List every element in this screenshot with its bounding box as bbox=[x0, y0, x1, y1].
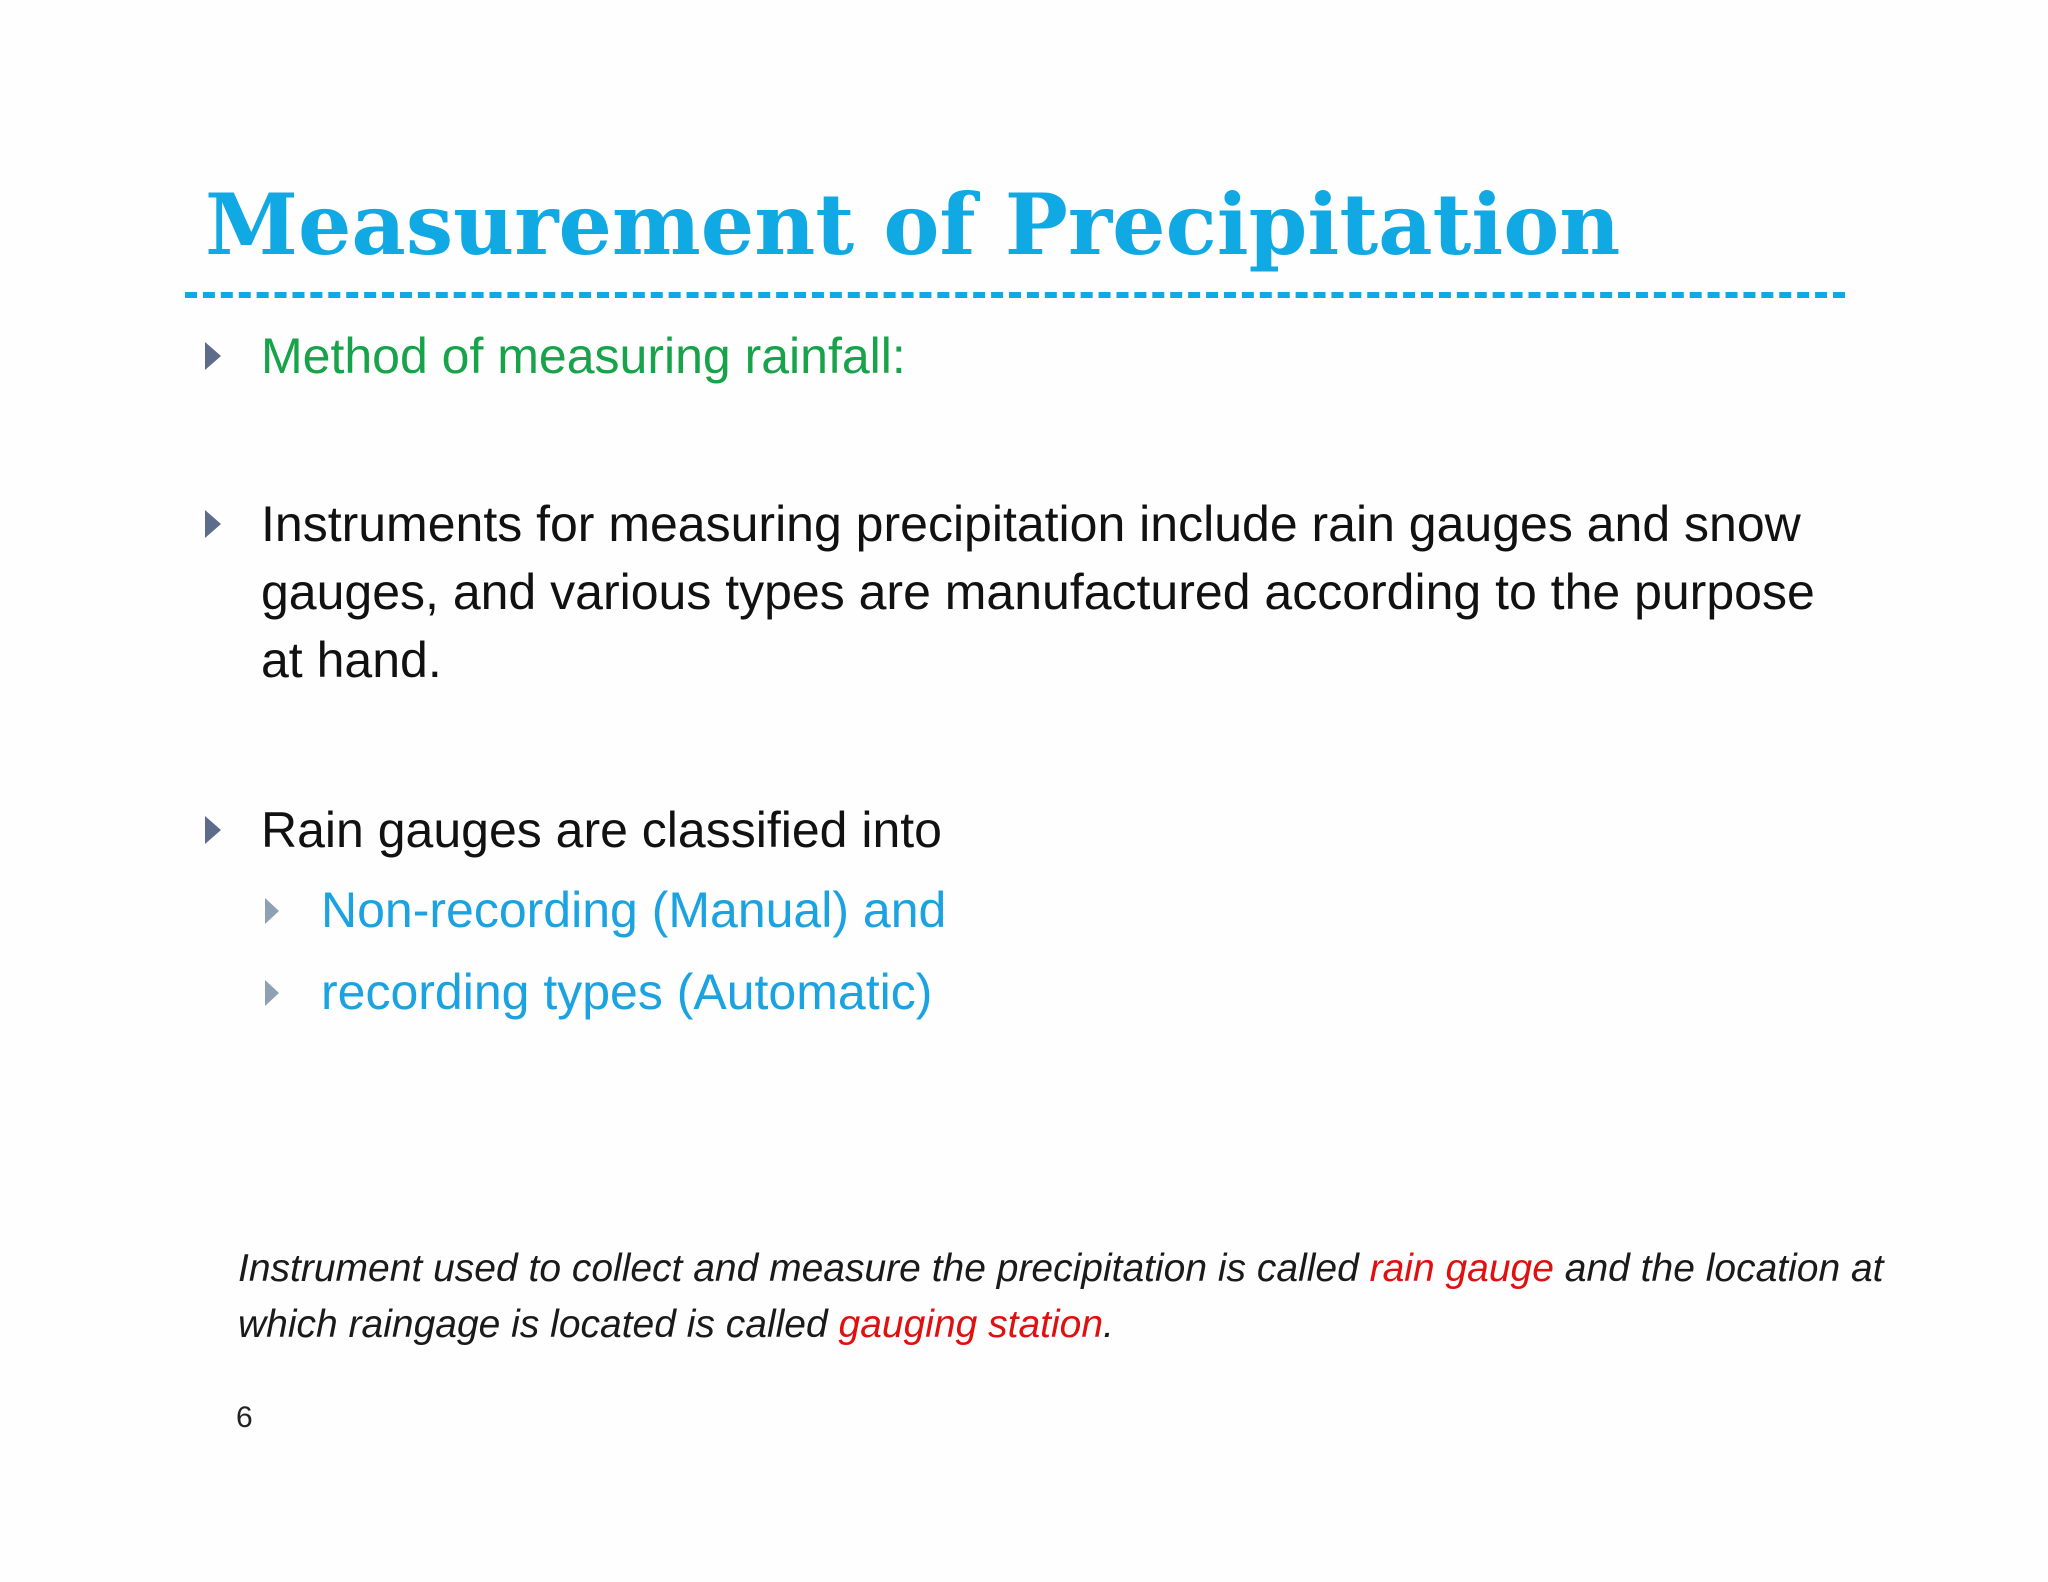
highlight-gauging-station: gauging station bbox=[838, 1303, 1104, 1346]
title-divider bbox=[185, 292, 1845, 298]
bullet-text: Rain gauges are classified into bbox=[261, 802, 942, 858]
note-text: . bbox=[1103, 1303, 1114, 1346]
bullet-item-instruments bbox=[205, 490, 1845, 694]
definition-note bbox=[238, 1241, 1918, 1353]
sub-bullet-arrow-icon bbox=[265, 898, 279, 924]
bullet-arrow-icon bbox=[205, 816, 221, 844]
page-number: 6 bbox=[236, 1401, 253, 1434]
bullet-text: Method of measuring rainfall: bbox=[261, 328, 906, 384]
bullet-text: Instruments for measuring precipitation include rain gauges and snow gauges, and various types are manufactured according to the purpose at hand. bbox=[261, 496, 1815, 688]
note-text: and the location at which raingage is located is called bbox=[238, 1247, 1884, 1346]
bullet-item-method bbox=[205, 322, 906, 390]
highlight-rain-gauge: rain gauge bbox=[1369, 1247, 1554, 1290]
sub-bullet-non-recording bbox=[265, 876, 946, 944]
note-text: Instrument used to collect and measure the precipitation is called bbox=[238, 1247, 1370, 1290]
sub-bullet-text: recording types (Automatic) bbox=[321, 964, 933, 1020]
sub-bullet-recording bbox=[265, 958, 932, 1026]
slide-title: Measurement of Precipitation bbox=[205, 175, 1621, 274]
sub-bullet-text: Non-recording (Manual) and bbox=[321, 882, 947, 938]
bullet-arrow-icon bbox=[205, 510, 221, 538]
bullet-item-classification bbox=[205, 796, 942, 864]
sub-bullet-arrow-icon bbox=[265, 980, 279, 1006]
bullet-arrow-icon bbox=[205, 342, 221, 370]
